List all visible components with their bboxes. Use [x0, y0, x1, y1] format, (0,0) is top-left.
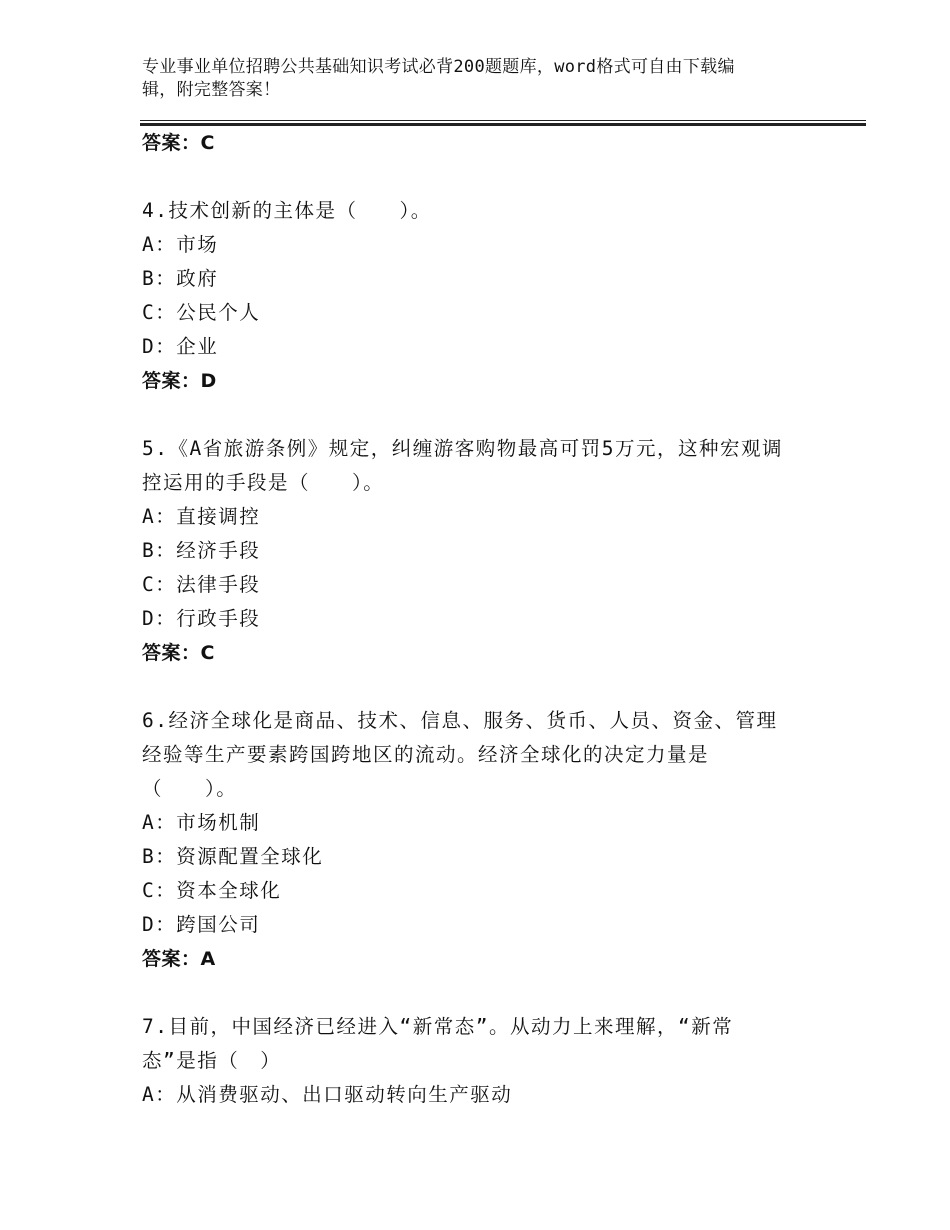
option-a: A：从消费驱动、出口驱动转向生产驱动 — [142, 1083, 513, 1106]
question-stem-line: 5.《A省旅游条例》规定，纠缠游客购物最高可罚5万元，这种宏观调 — [142, 437, 783, 460]
question-block — [142, 1010, 822, 1112]
question-list — [142, 126, 822, 1112]
option-c: C：资本全球化 — [142, 879, 282, 902]
question-stem-line: 态”是指（ ） — [142, 1049, 282, 1072]
question-block — [142, 432, 822, 670]
question-stem-line: 4.技术创新的主体是（ ）。 — [142, 199, 432, 222]
option-d: D：企业 — [142, 335, 219, 358]
option-a: A：直接调控 — [142, 505, 261, 528]
question-stem-line: 6.经济全球化是商品、技术、信息、服务、货币、人员、资金、管理 — [142, 709, 778, 732]
question-stem — [142, 432, 822, 500]
question-stem — [142, 194, 822, 228]
question-stem-line: （ ）。 — [142, 777, 238, 800]
answer-line: 答案：D — [142, 370, 217, 392]
header-title-line-1: 专业事业单位招聘公共基础知识考试必背200题题库，word格式可自由下载编 — [142, 57, 735, 77]
option-c: C：公民个人 — [142, 301, 261, 324]
question-stem-line: 经验等生产要素跨国跨地区的流动。经济全球化的决定力量是 — [142, 743, 710, 766]
answer-line: 答案：C — [142, 642, 215, 664]
option-d: D：跨国公司 — [142, 913, 261, 936]
question-stem-line: 7.目前，中国经济已经进入“新常态”。从动力上来理解，“新常 — [142, 1015, 734, 1038]
option-b: B：经济手段 — [142, 539, 261, 562]
question-block — [142, 704, 822, 976]
header-divider-thin — [140, 120, 866, 121]
question-stem-line: 控运用的手段是（ ）。 — [142, 471, 385, 494]
question-block — [142, 194, 822, 398]
option-a: A：市场机制 — [142, 811, 261, 834]
answer-line: 答案：C — [142, 132, 215, 154]
question-stem — [142, 704, 822, 806]
option-c: C：法律手段 — [142, 573, 261, 596]
option-a: A：市场 — [142, 233, 219, 256]
question-stem — [142, 1010, 822, 1078]
answer-line: 答案：A — [142, 948, 216, 970]
document-header — [142, 56, 792, 102]
header-title-line-2: 辑，附完整答案！ — [142, 80, 281, 100]
option-b: B：资源配置全球化 — [142, 845, 324, 868]
option-d: D：行政手段 — [142, 607, 261, 630]
option-b: B：政府 — [142, 267, 219, 290]
